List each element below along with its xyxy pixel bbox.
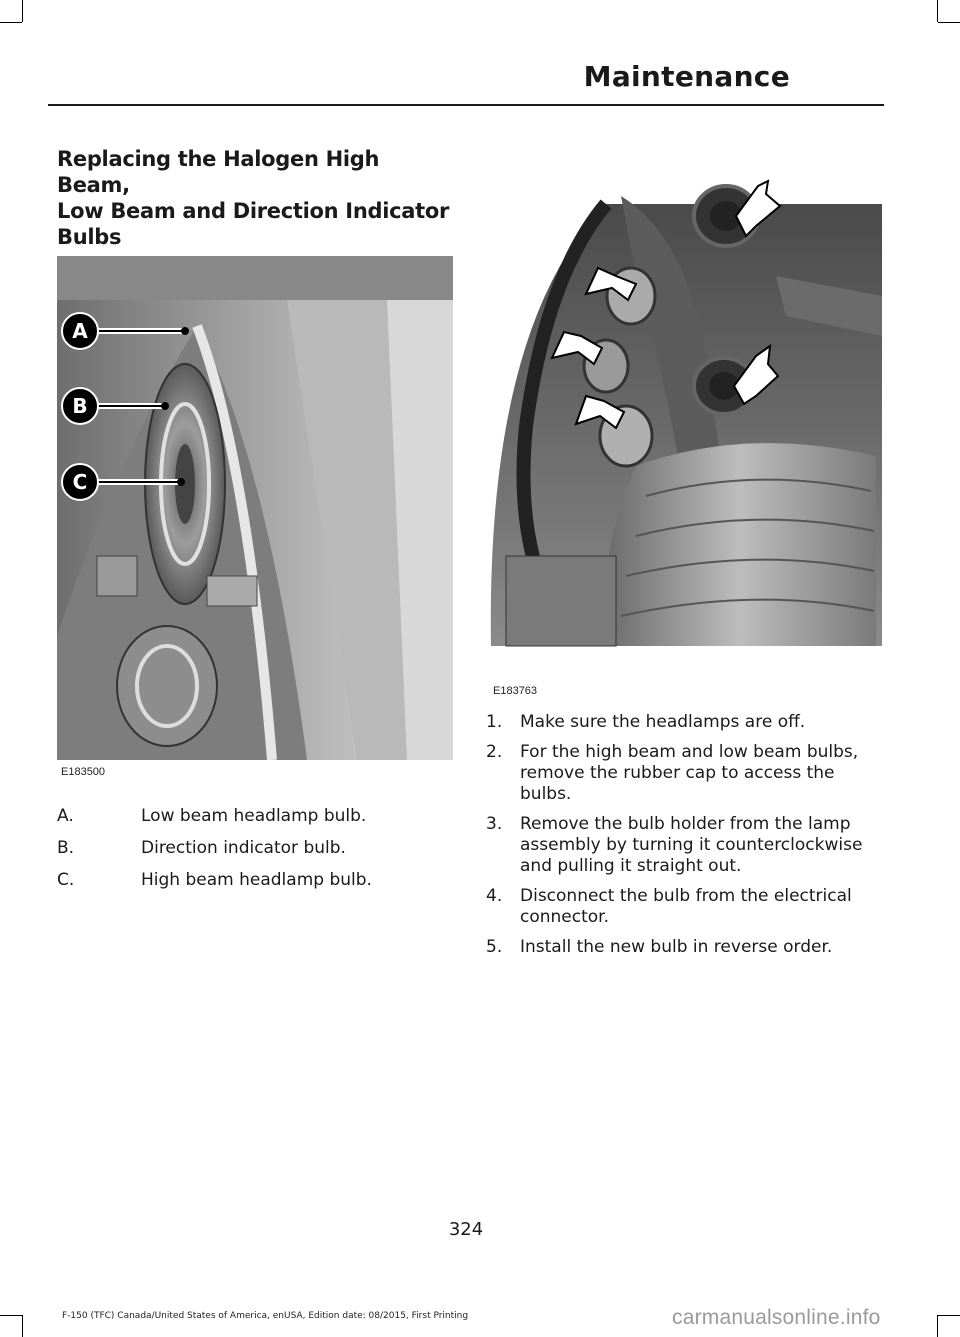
callout-c: C bbox=[72, 470, 88, 494]
step-text: Make sure the headlamps are off. bbox=[520, 712, 806, 732]
step-item bbox=[486, 712, 882, 733]
figure-code: E183763 bbox=[493, 685, 538, 697]
step-item bbox=[486, 937, 882, 958]
step-text: Install the new bulb in reverse order. bbox=[520, 937, 833, 957]
callout-a: A bbox=[72, 319, 88, 343]
step-number: 2. bbox=[486, 742, 503, 762]
legend-key: C. bbox=[57, 870, 75, 890]
instruction-steps bbox=[486, 712, 882, 967]
step-item bbox=[486, 742, 882, 805]
heading-line: Low Beam and Direction Indicator bbox=[57, 199, 450, 223]
headlamp-illustration bbox=[57, 256, 453, 760]
step-text: Disconnect the bulb from the electrical connector. bbox=[520, 886, 852, 927]
step-text: For the high beam and low beam bulbs, remove the rubber cap to access the bulbs. bbox=[520, 742, 859, 804]
headlamp-figure bbox=[57, 256, 453, 760]
legend-item bbox=[57, 870, 457, 902]
step-item bbox=[486, 814, 882, 877]
crop-mark bbox=[937, 1315, 938, 1337]
heading-line: Bulbs bbox=[57, 225, 122, 249]
wheel-well-illustration bbox=[486, 176, 882, 676]
step-number: 5. bbox=[486, 937, 503, 957]
figure-legend bbox=[57, 806, 457, 902]
crop-mark bbox=[938, 22, 960, 23]
header-divider bbox=[48, 104, 884, 106]
crop-mark bbox=[22, 0, 23, 22]
step-text: Remove the bulb holder from the lamp assembly by turning it counterclockwise and pulling it straight out. bbox=[520, 814, 863, 876]
legend-text: Low beam headlamp bulb. bbox=[141, 806, 367, 826]
crop-mark bbox=[22, 1315, 23, 1337]
step-number: 4. bbox=[486, 886, 503, 906]
crop-mark bbox=[938, 1315, 960, 1316]
legend-item bbox=[57, 806, 457, 838]
crop-mark bbox=[0, 22, 22, 23]
callout-b: B bbox=[72, 394, 88, 418]
section-heading bbox=[57, 146, 457, 250]
wheel-well-figure bbox=[486, 176, 882, 676]
legend-text: High beam headlamp bulb. bbox=[141, 870, 372, 890]
page-number: 324 bbox=[448, 1219, 484, 1240]
step-number: 1. bbox=[486, 712, 503, 732]
footer-text: F-150 (TFC) Canada/United States of America, enUSA, Edition date: 08/2015, First Printing bbox=[62, 1311, 469, 1321]
figure-code: E183500 bbox=[61, 766, 106, 778]
step-number: 3. bbox=[486, 814, 503, 834]
legend-key: A. bbox=[57, 806, 74, 826]
crop-mark bbox=[937, 0, 938, 22]
legend-item bbox=[57, 838, 457, 870]
legend-text: Direction indicator bulb. bbox=[141, 838, 346, 858]
step-item bbox=[486, 886, 882, 928]
page-title: Maintenance bbox=[583, 60, 790, 93]
heading-line: Replacing the Halogen High Beam, bbox=[57, 147, 380, 197]
watermark: carmanualsonline.info bbox=[672, 1306, 881, 1329]
crop-mark bbox=[0, 1315, 22, 1316]
legend-key: B. bbox=[57, 838, 75, 858]
